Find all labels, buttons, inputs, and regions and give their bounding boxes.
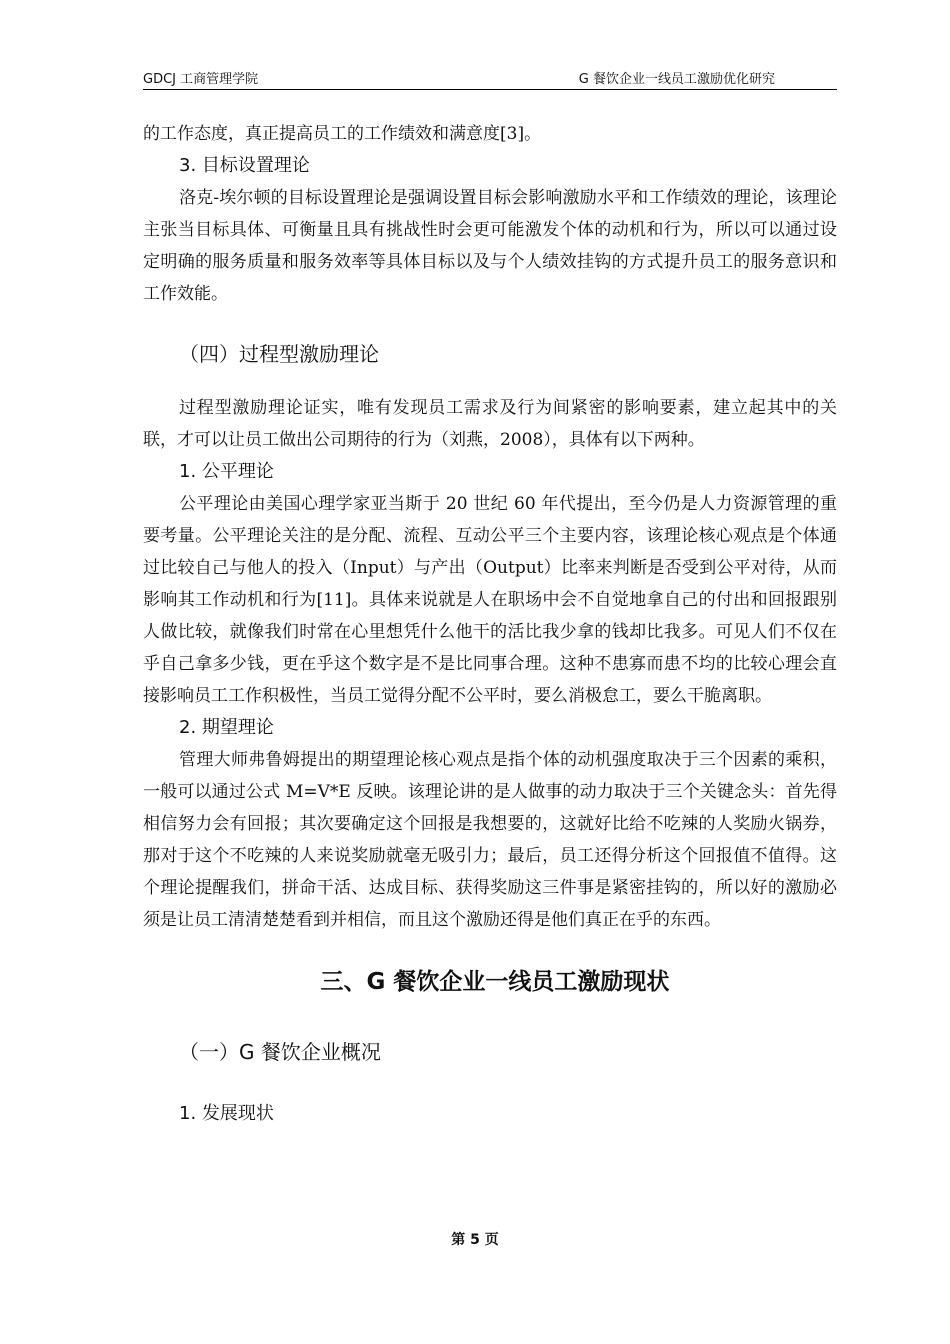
page-header: [143, 68, 837, 90]
paragraph-expectancy-theory: 管理大师弗鲁姆提出的期望理论核心观点是指个体的动机强度取决于三个因素的乘积，一般可以通过公式 M=V*E 反映。该理论讲的是人做事的动力取决于三个关键念头：首先得相信努力会有回报；其次要确定这个回报是我想要的，这就好比给不吃辣的人奖励火锅券，那对于这个不吃辣的人来说奖励就毫无吸引力；最后，员工还得分析这个回报值不值得。这个理论提醒我们，拼命干活、达成目标、获得奖励这三件事是紧密挂钩的，所以好的激励必须是让员工清清楚楚看到并相信，而且这个激励还得是他们真正在乎的东西。: [143, 750, 837, 930]
heading-expectancy-theory: 2. 期望理论: [179, 717, 274, 738]
heading-development-status: 1. 发展现状: [179, 1103, 274, 1124]
page-body: [143, 118, 837, 1130]
header-school: GDCJ 工商管理学院: [143, 72, 259, 87]
paragraph-goal-setting: 洛克-埃尔顿的目标设置理论是强调设置目标会影响激励水平和工作绩效的理论，该理论主张当目标具体、可衡量且具有挑战性时会更可能激发个体的动机和行为，所以可以通过设定明确的服务质量和服务效率等具体目标以及与个人绩效挂钩的方式提升员工的服务意识和工作效能。: [143, 188, 837, 304]
paragraph-continuation: 的工作态度，真正提高员工的工作绩效和满意度[3]。: [143, 124, 542, 144]
page-number: 第 5 页: [451, 1232, 499, 1248]
paragraph-equity-theory: 公平理论由美国心理学家亚当斯于 20 世纪 60 年代提出，至今仍是人力资源管理的重要考量。公平理论关注的是分配、流程、互动公平三个主要内容，该理论核心观点是个体通过比较自己与他人的投入（Input）与产出（Output）比率来判断是否受到公平对待，从而影响其工作动机和行为[11]。具体来说就是人在职场中会不自觉地拿自己的付出和回报跟别人做比较，就像我们时常在心里想凭什么他干的活比我少拿的钱却比我多。可见人们不仅在乎自己拿多少钱，更在乎这个数字是不是比同事合理。这种不患寡而患不均的比较心理会直接影响员工工作积极性，当员工觉得分配不公平时，要么消极怠工，要么干脆离职。: [143, 494, 837, 706]
heading-company-overview: （一）G 餐饮企业概况: [179, 1040, 381, 1064]
paragraph-process-theory: 过程型激励理论证实，唯有发现员工需求及行为间紧密的影响要素，建立起其中的关联，才可以让员工做出公司期待的行为（刘燕，2008），具体有以下两种。: [143, 398, 837, 450]
heading-goal-setting: 3. 目标设置理论: [179, 155, 310, 176]
heading-process-theory: （四）过程型激励理论: [179, 342, 379, 366]
header-thesis-title: G 餐饮企业一线员工激励优化研究: [578, 72, 775, 87]
heading-equity-theory: 1. 公平理论: [179, 461, 274, 482]
chapter-title: 三、G 餐饮企业一线员工激励现状: [320, 969, 670, 995]
